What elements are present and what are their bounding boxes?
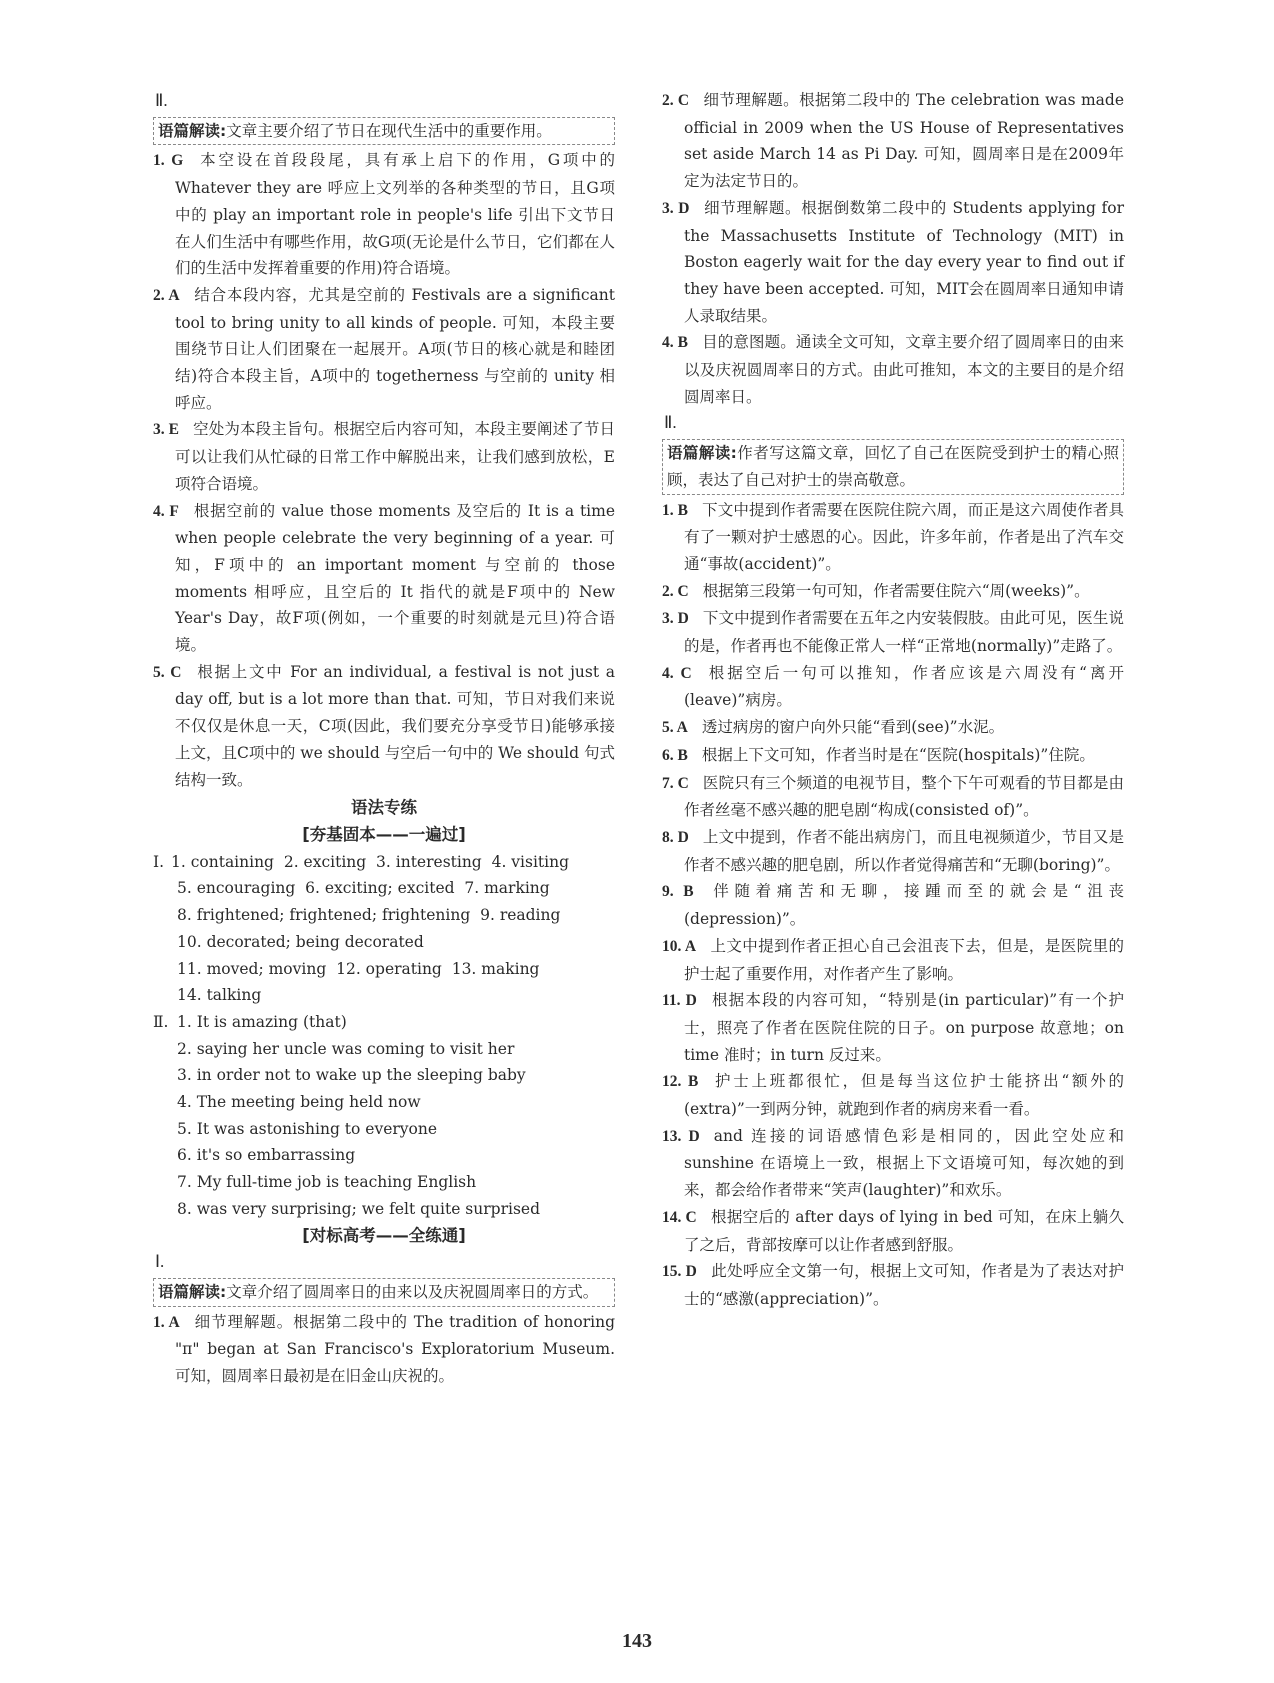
right-column	[662, 87, 1124, 1313]
answer-item	[662, 714, 1124, 742]
summary-label: 语篇解读:	[158, 1282, 227, 1301]
grammar-part-1	[153, 849, 615, 1009]
section-marker: Ⅱ.	[664, 413, 677, 433]
grammar-answer-line: 1. containing 2. exciting 3. interesting 4. visiting	[171, 852, 570, 871]
answer-number: 5. A	[662, 719, 688, 737]
answer-item	[153, 416, 615, 497]
answer-item	[662, 933, 1124, 987]
answer-explanation: and 连接的词语感情色彩是相同的，因此空处应和 sunshine 在语境上一致，根据上下文语境可知，每次她的到来，都会给作者带来“笑声(laughter)”和欢乐。	[684, 1126, 1125, 1200]
answer-item	[662, 660, 1124, 714]
grammar-answer-line: 14. talking	[177, 986, 262, 1005]
answer-number: 1. A	[153, 1313, 180, 1331]
answer-item	[662, 87, 1124, 195]
answer-list	[662, 497, 1124, 1313]
passage-summary-box	[153, 117, 615, 146]
grammar-answer-line: 5. It was astonishing to everyone	[177, 1119, 438, 1138]
answer-item	[662, 1123, 1124, 1204]
answer-number: 4. F	[153, 502, 179, 520]
section-marker: Ⅱ.	[155, 91, 168, 110]
answer-number: 8. D	[662, 828, 689, 846]
grammar-answer-line: 8. frightened; frightened; frightening 9. reading	[177, 906, 561, 925]
answer-explanation: 结合本段内容，尤其是空前的 Festivals are a significant tool to bring unity to all kinds of people. 可知，本段主要围绕节日让人们团聚在一起展开。A项(节日的核心就是和睦团结)符合本段主旨，A项中的 togetherness 与空前的 unity 相呼应。	[175, 285, 615, 412]
answer-number: 7. C	[662, 774, 689, 792]
grammar-part-2	[153, 1009, 615, 1223]
answer-item	[662, 824, 1124, 878]
answer-item	[662, 578, 1124, 606]
answer-item	[662, 1204, 1124, 1258]
summary-text: 文章介绍了圆周率日的由来以及庆祝圆周率日的方式。	[226, 1282, 599, 1301]
answer-item	[153, 659, 615, 794]
answer-item	[662, 1068, 1124, 1122]
answer-explanation: 此处呼应全文第一句，根据上文可知，作者是为了表达对护士的“感激(appreciation)”。	[684, 1262, 1124, 1308]
answer-number: 10. A	[662, 937, 697, 955]
grammar-answer-line: 1. It is amazing (that)	[177, 1012, 347, 1031]
section-marker: Ⅰ.	[155, 1252, 165, 1272]
answer-explanation: 根据空前的 value those moments 及空后的 It is a time when people celebrate the very beginning of a year. 可知，F项中的 an important moment 与空前的 those moments 相呼应，且空后的 It 指代的就是F项中的 New Year's Day，故F项(例如，一个重要的时刻就是元旦)符合语境。	[175, 501, 616, 655]
summary-text: 作者写这篇文章，回忆了自己在医院受到护士的精心照顾，表达了自己对护士的崇高敬意。	[667, 444, 1119, 489]
passage-summary-box	[153, 1278, 615, 1307]
answer-explanation: 根据第三段第一句可知，作者需要住院六“周(weeks)”。	[702, 581, 1090, 600]
subsection-title: [夯基固本——一遍过]	[302, 824, 466, 844]
answer-number: 1. G	[153, 152, 184, 170]
summary-label: 语篇解读:	[667, 444, 737, 463]
answer-explanation: 伴随着痛苦和无聊，接踵而至的就会是“沮丧(depression)”。	[684, 882, 1124, 929]
answer-number: 2. C	[662, 582, 689, 600]
answer-number: 11. D	[662, 992, 697, 1010]
answer-item	[662, 195, 1124, 330]
answer-item	[153, 1309, 615, 1390]
answer-explanation: 细节理解题。根据第二段中的 The celebration was made official in 2009 when the US House of Representatives set aside March 14 as Pi Day. 可知，圆周率日是在2009年定为法定节日的。	[684, 91, 1124, 191]
left-column	[153, 88, 615, 1390]
answer-number: 4. C	[662, 664, 692, 682]
answer-item	[153, 282, 615, 417]
answer-explanation: 根据空后一句可以推知，作者应该是六周没有“离开(leave)”病房。	[684, 663, 1124, 710]
answer-explanation: 细节理解题。根据第二段中的 The tradition of honoring "π" began at San Francisco's Exploratorium Museum. 可知，圆周率日最初是在旧金山庆祝的。	[175, 1312, 615, 1386]
grammar-answer-line: 6. it's so embarrassing	[177, 1146, 356, 1165]
answer-explanation: 下文中提到作者需要在医院住院六周，而正是这六周使作者具有了一颗对护士感恩的心。因此，许多年前，作者是出了汽车交通“事故(accident)”。	[684, 500, 1124, 573]
answer-number: 9. B	[662, 883, 694, 901]
answer-explanation: 根据本段的内容可知，“特别是(in particular)”有一个护士，照亮了作者在医院住院的日子。on purpose 故意地；on time 准时；in turn 反过来。	[684, 991, 1125, 1064]
answer-number: 12. B	[662, 1073, 699, 1091]
summary-text: 文章主要介绍了节日在现代生活中的重要作用。	[226, 121, 552, 140]
answer-list	[153, 147, 615, 793]
grammar-answer-line: 10. decorated; being decorated	[177, 932, 424, 951]
answer-number: 1. B	[662, 501, 688, 519]
answer-number: 3. E	[153, 421, 179, 439]
answer-item	[662, 605, 1124, 659]
answer-explanation: 下文中提到作者需要在五年之内安装假肢。由此可见，医生说的是，作者再也不能像正常人一样“正常地(normally)”走路了。	[684, 609, 1124, 656]
answer-item	[662, 987, 1124, 1068]
grammar-title: 语法专练	[351, 798, 417, 818]
answer-item	[662, 742, 1124, 770]
answer-item	[153, 498, 615, 659]
answer-item	[662, 497, 1124, 578]
section-marker: Ⅰ.	[153, 852, 165, 871]
answer-explanation: 透过病房的窗户向外只能“看到(see)”水泥。	[701, 718, 1005, 737]
answer-explanation: 医院只有三个频道的电视节目，整个下午可观看的节目都是由作者丝毫不感兴趣的肥皂剧“构成(consisted of)”。	[684, 773, 1124, 820]
answer-explanation: 根据上文中 For an individual, a festival is not just a day off, but is a lot more than that. 可知，节日对我们来说不仅仅是休息一天，C项(因此，我们要充分享受节日)能够承接上文，且C项中的 we should 与空后一句中的 We should 句式结构一致。	[175, 662, 615, 789]
answer-number: 3. D	[662, 199, 690, 217]
subsection-title: [对标高考——全练通]	[302, 1225, 466, 1245]
answer-item	[662, 329, 1124, 410]
grammar-answer-line: 3. in order not to wake up the sleeping baby	[177, 1066, 526, 1085]
section-marker: Ⅱ.	[153, 1012, 169, 1031]
answer-explanation: 根据空后的 after days of lying in bed 可知，在床上躺久了之后，背部按摩可以让作者感到舒服。	[684, 1207, 1124, 1254]
answer-explanation: 本空设在首段段尾，具有承上启下的作用，G项中的 Whatever they are 呼应上文列举的各种类型的节日，且G项中的 play an important role in people's life 引出下文节日在人们生活中有哪些作用，故G项(无论是什么节日，它们都在人们的生活中发挥着重要的作用)符合语境。	[175, 151, 615, 278]
answer-item	[662, 770, 1124, 824]
answer-explanation: 护士上班都很忙，但是每当这位护士能挤出“额外的(extra)”一到两分钟，就跑到作者的病房来看一看。	[684, 1072, 1124, 1119]
answer-number: 6. B	[662, 746, 688, 764]
grammar-answer-line: 7. My full-time job is teaching English	[177, 1173, 477, 1192]
answer-explanation: 上文中提到作者正担心自己会沮丧下去，但是，是医院里的护士起了重要作用，对作者产生了影响。	[684, 936, 1124, 983]
answer-number: 5. C	[153, 663, 182, 681]
answer-list	[662, 87, 1124, 410]
answer-explanation: 空处为本段主旨句。根据空后内容可知，本段主要阐述了节日可以让我们从忙碌的日常工作中解脱出来，让我们感到放松，E项符合语境。	[175, 420, 615, 493]
answer-number: 13. D	[662, 1127, 700, 1145]
answer-number: 4. B	[662, 334, 688, 352]
answer-explanation: 上文中提到，作者不能出病房门，而且电视频道少，节目又是作者不感兴趣的肥皂剧，所以作者觉得痛苦和“无聊(boring)”。	[684, 827, 1124, 874]
answer-item	[153, 147, 615, 282]
answer-number: 3. D	[662, 610, 689, 628]
answer-explanation: 根据上下文可知，作者当时是在“医院(hospitals)”住院。	[701, 745, 1095, 764]
answer-number: 2. A	[153, 286, 180, 304]
answer-number: 2. C	[662, 92, 690, 109]
grammar-answer-line: 4. The meeting being held now	[177, 1093, 421, 1112]
grammar-answer-line: 8. was very surprising; we felt quite surprised	[177, 1199, 540, 1218]
grammar-answer-line: 11. moved; moving 12. operating 13. making	[177, 959, 540, 978]
answer-item	[662, 1258, 1124, 1312]
grammar-answer-line: 2. saying her uncle was coming to visit her	[177, 1039, 515, 1058]
summary-label: 语篇解读:	[158, 121, 227, 140]
grammar-answer-line: 5. encouraging 6. exciting; excited 7. marking	[177, 879, 550, 898]
answer-number: 14. C	[662, 1208, 697, 1226]
passage-summary-box	[662, 439, 1124, 494]
answer-item	[662, 878, 1124, 932]
answer-number: 15. D	[662, 1263, 697, 1281]
answer-explanation: 目的意图题。通读全文可知，文章主要介绍了圆周率日的由来以及庆祝圆周率日的方式。由此可推知，本文的主要目的是介绍圆周率日。	[684, 333, 1124, 406]
answer-explanation: 细节理解题。根据倒数第二段中的 Students applying for the Massachusetts Institute of Technology (MIT) in Boston eagerly wait for the day every year to find out if they have been accepted. 可知，MIT会在圆周率日通知申请人录取结果。	[684, 198, 1124, 325]
page-number: 143	[622, 1630, 652, 1652]
